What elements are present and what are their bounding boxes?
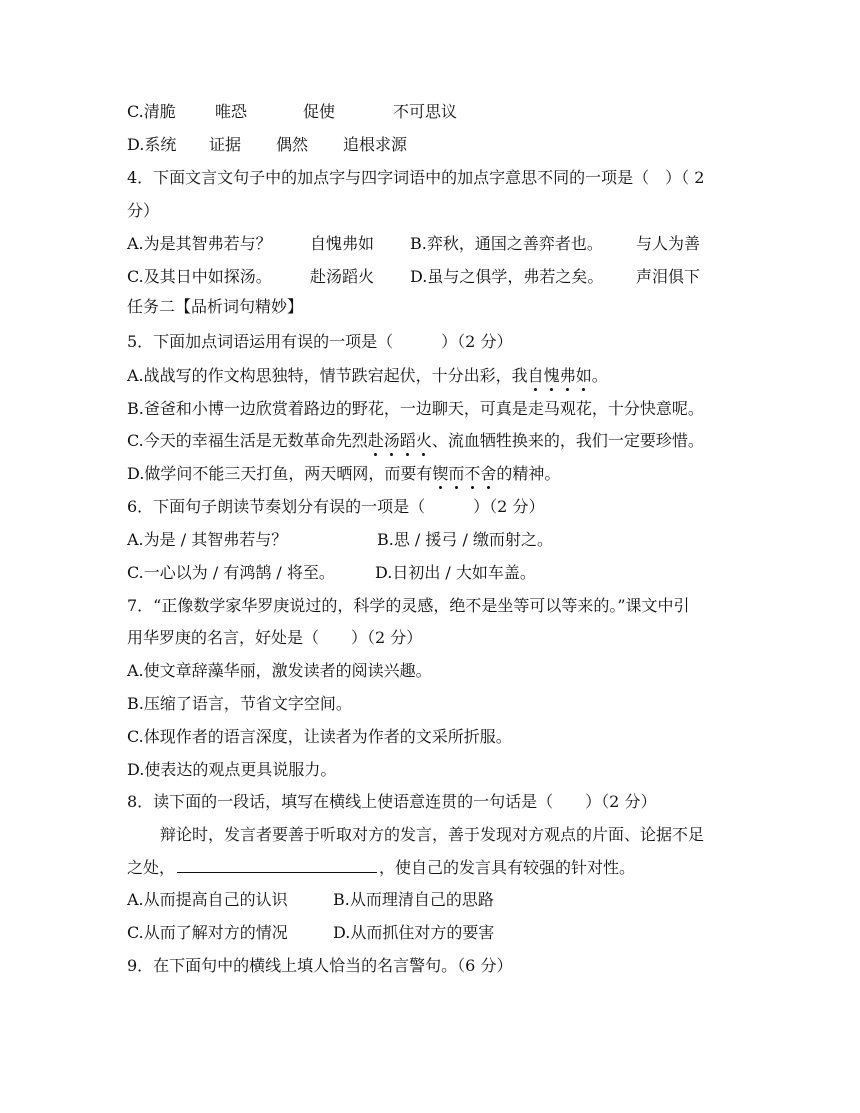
q3-c-word4: 不可思议 bbox=[393, 102, 458, 121]
dotted-char: 弗 bbox=[559, 366, 576, 385]
dotted-char: 火 bbox=[415, 431, 432, 450]
q4-stem-line2: 分） bbox=[127, 201, 160, 220]
q7-option-b: B.压缩了语言，节省文字空间。 bbox=[127, 694, 352, 713]
q8-stem: 8．读下面的一段话，填写在横线上使语意连贯的一句话是（ ）（2 分） bbox=[127, 792, 657, 811]
q5-d-text: D.做学问不能三天打鱼，两天晒网，而要有 bbox=[127, 464, 433, 483]
q6-option-b: B.思 / 援弓 / 缴而射之。 bbox=[377, 530, 553, 549]
dotted-char: 不 bbox=[464, 464, 481, 483]
q5-option-b: B.爸爸和小博一边欣赏着路边的野花，一边聊天，可真是走马观花，十分快意呢。 bbox=[127, 399, 704, 418]
q5-d-text-end: 的精神。 bbox=[496, 464, 561, 483]
q5-option-c bbox=[127, 431, 704, 451]
dotted-char: 愧 bbox=[543, 366, 560, 385]
q6-stem: 6．下面句子朗读节奏划分有误的一项是（ ）（2 分） bbox=[127, 497, 545, 516]
q4-d-word: 声泪俱下 bbox=[636, 267, 701, 286]
q8-para-text: 之处， bbox=[127, 858, 176, 877]
q6-option-c: C.一心以为 / 有鸿鹄 / 将至。 bbox=[127, 563, 335, 582]
q4-a-word: 自愧弗如 bbox=[310, 234, 375, 253]
q8-option-d: D.从而抓住对方的要害 bbox=[333, 923, 495, 942]
dotted-char: 汤 bbox=[383, 431, 400, 450]
q3-d-word2: 证据 bbox=[209, 135, 242, 154]
q3-d-word4: 追根求源 bbox=[343, 135, 408, 154]
q6-option-d: D.日初出 / 大如车盖。 bbox=[375, 563, 536, 582]
q3-d-word1: D.系统 bbox=[127, 135, 177, 154]
q8-paragraph-line1: 辩论时，发言者要善于听取对方的发言，善于发现对方观点的片面、论据不足 bbox=[160, 825, 705, 844]
q9-stem: 9．在下面句中的横线上填人恰当的名言警句。（6 分） bbox=[127, 956, 513, 975]
q3-c-word1: C.清脆 bbox=[127, 102, 176, 121]
q5-stem: 5．下面加点词语运用有误的一项是（ ）（2 分） bbox=[127, 332, 513, 351]
q7-stem-line1: 7．“正像数学家华罗庚说过的，科学的灵感，绝不是坐等可以等来的。”课文中引 bbox=[127, 596, 690, 615]
q8-paragraph-line2 bbox=[127, 858, 635, 878]
q4-b-sentence: B.弈秋，通国之善弈者也。 bbox=[410, 234, 603, 253]
dotted-char: 而 bbox=[448, 464, 465, 483]
q4-c-word: 赴汤蹈火 bbox=[310, 267, 375, 286]
q4-stem-line1: 4．下面文言文句子中的加点字与四字词语中的加点字意思不同的一项是（ ）（ 2 bbox=[127, 168, 705, 187]
task2-title: 任务二【品析词句精妙】 bbox=[127, 297, 304, 316]
q5-c-text: C.今天的幸福生活是无数革命先烈 bbox=[127, 431, 368, 450]
q8-answer-blank[interactable] bbox=[177, 858, 377, 873]
dotted-char: 舍 bbox=[480, 464, 497, 483]
dotted-char: 自 bbox=[527, 366, 544, 385]
q6-option-a: A.为是 / 其智弗若与？ bbox=[127, 530, 288, 549]
dotted-char: 锲 bbox=[432, 464, 449, 483]
q7-option-c: C.体现作者的语言深度，让读者为作者的文采所折服。 bbox=[127, 727, 512, 746]
q8-option-b: B.从而理清自己的思路 bbox=[333, 890, 494, 909]
q7-option-d: D.使表达的观点更具说服力。 bbox=[127, 760, 337, 779]
q5-a-text: A.战战写的作文构思独特，情节跌宕起伏，十分出彩，我 bbox=[127, 366, 528, 385]
dotted-char: 赴 bbox=[367, 431, 384, 450]
q8-option-a: A.从而提高自己的认识 bbox=[127, 890, 288, 909]
q4-a-sentence: A.为是其智弗若与？ bbox=[127, 234, 272, 253]
q7-option-a: A.使文章辞藻华丽，激发读者的阅读兴趣。 bbox=[127, 661, 432, 680]
dotted-char: 如 bbox=[575, 366, 592, 385]
q5-c-text-end: 、流血牺牲换来的，我们一定要珍惜。 bbox=[431, 431, 704, 450]
q7-stem-line2: 用华罗庚的名言，好处是（ ）（2 分） bbox=[127, 628, 423, 647]
q8-option-c: C.从而了解对方的情况 bbox=[127, 923, 288, 942]
dotted-char: 蹈 bbox=[399, 431, 416, 450]
q4-b-word: 与人为善 bbox=[636, 234, 701, 253]
q8-para-text-end: ，使自己的发言具有较强的针对性。 bbox=[379, 858, 636, 877]
q3-d-word3: 偶然 bbox=[276, 135, 309, 154]
q3-c-word2: 唯恐 bbox=[215, 102, 248, 121]
q5-option-a bbox=[127, 366, 608, 386]
q4-c-sentence: C.及其日中如探汤。 bbox=[127, 267, 272, 286]
q5-a-text-end: 。 bbox=[591, 366, 608, 385]
q3-c-word3: 促使 bbox=[303, 102, 336, 121]
q4-d-sentence: D.虽与之俱学，弗若之矣。 bbox=[410, 267, 604, 286]
q5-option-d bbox=[127, 464, 560, 484]
